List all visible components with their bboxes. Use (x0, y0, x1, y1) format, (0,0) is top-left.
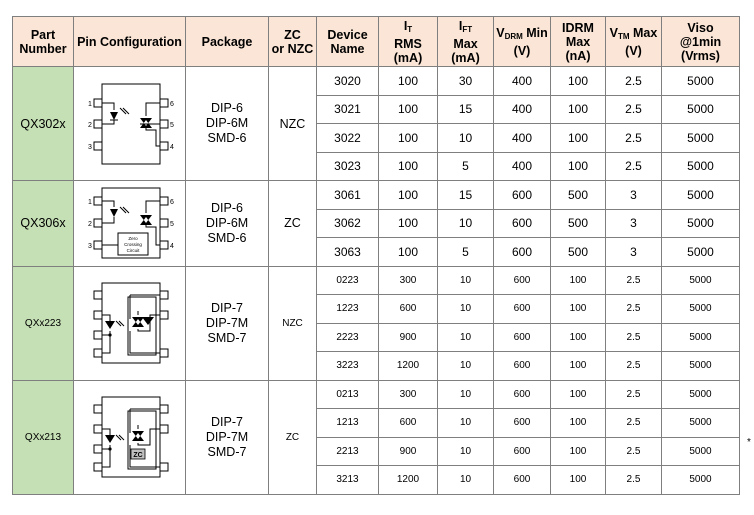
idrm-max-cell: 100 (551, 352, 606, 381)
it-rms-cell: 300 (379, 380, 438, 409)
it-rms-cell: 100 (379, 95, 438, 124)
it-rms-cell: 600 (379, 409, 438, 438)
zc-cell: ZC (269, 380, 317, 494)
svg-text:5: 5 (169, 121, 174, 129)
it-rms-cell: 900 (379, 323, 438, 352)
vtm-max-cell: 2.5 (606, 380, 662, 409)
package-cell: DIP-7 DIP-7M SMD-7 (186, 266, 269, 380)
svg-text:2: 2 (87, 121, 92, 129)
vtm-max-cell: 2.5 (606, 67, 662, 96)
svg-text:1: 1 (87, 100, 92, 108)
header-ift-max: $I_{FT}$ Max (mA) (438, 17, 494, 67)
device-name-cell: 3023 (317, 152, 379, 181)
svg-text:5: 5 (169, 221, 174, 229)
idrm-max-cell: 100 (551, 380, 606, 409)
viso-cell: 5000 (662, 124, 740, 153)
viso-cell: 5000 (662, 323, 740, 352)
vtm-max-cell: 2.5 (606, 95, 662, 124)
ift-max-cell: 10 (438, 124, 494, 153)
vtm-max-cell: 3 (606, 181, 662, 210)
table-row (13, 380, 740, 409)
svg-text:3: 3 (87, 143, 92, 151)
viso-cell: 5000 (662, 352, 740, 381)
device-name-cell: 0213 (317, 380, 379, 409)
part-number-cell: QX302x (13, 67, 74, 181)
idrm-max-cell: 500 (551, 181, 606, 210)
package-cell: DIP-6 DIP-6M SMD-6 (186, 181, 269, 267)
header-viso: Viso @1min (Vrms) (662, 17, 740, 67)
table-row (13, 266, 740, 295)
viso-cell: 5000 (662, 238, 740, 267)
ift-max-cell: 15 (438, 181, 494, 210)
vdrm-min-cell: 600 (494, 209, 551, 238)
device-name-cell: 1223 (317, 295, 379, 324)
vdrm-min-cell: 400 (494, 152, 551, 181)
device-name-cell: 3223 (317, 352, 379, 381)
footnote-mark: * (747, 437, 751, 448)
viso-cell: 5000 (662, 209, 740, 238)
device-name-cell: 3020 (317, 67, 379, 96)
header-row (13, 17, 740, 67)
it-rms-cell: 100 (379, 181, 438, 210)
dip7-phototriac-zc-icon (80, 385, 180, 489)
idrm-max-cell: 100 (551, 409, 606, 438)
viso-cell: 5000 (662, 466, 740, 495)
viso-cell: 5000 (662, 95, 740, 124)
package-cell: DIP-6 DIP-6M SMD-6 (186, 67, 269, 181)
vdrm-min-cell: 600 (494, 181, 551, 210)
vdrm-min-cell: 600 (494, 466, 551, 495)
header-it-rms: $I_T$ RMS (mA) (379, 17, 438, 67)
dip6-phototriac-zc-icon (80, 183, 180, 263)
vtm-max-cell: 2.5 (606, 295, 662, 324)
pin-configuration-cell (74, 181, 186, 267)
table-row (13, 67, 740, 96)
pin-configuration-cell (74, 266, 186, 380)
vtm-max-cell: 2.5 (606, 409, 662, 438)
vtm-max-cell: 2.5 (606, 266, 662, 295)
viso-cell: 5000 (662, 437, 740, 466)
ift-max-cell: 15 (438, 95, 494, 124)
vtm-max-cell: 2.5 (606, 124, 662, 153)
header-pin-configuration: Pin Configuration (74, 17, 186, 67)
it-rms-cell: 100 (379, 124, 438, 153)
viso-cell: 5000 (662, 295, 740, 324)
viso-cell: 5000 (662, 266, 740, 295)
idrm-max-cell: 500 (551, 209, 606, 238)
device-name-cell: 0223 (317, 266, 379, 295)
it-rms-cell: 100 (379, 209, 438, 238)
vtm-max-cell: 2.5 (606, 437, 662, 466)
vdrm-min-cell: 600 (494, 238, 551, 267)
idrm-max-cell: 100 (551, 152, 606, 181)
zc-cell: ZC (269, 181, 317, 267)
idrm-max-cell: 100 (551, 95, 606, 124)
idrm-max-cell: 100 (551, 266, 606, 295)
device-name-cell: 3021 (317, 95, 379, 124)
viso-cell: 5000 (662, 67, 740, 96)
svg-text:6: 6 (169, 199, 174, 207)
ift-max-cell: 10 (438, 352, 494, 381)
it-rms-cell: 900 (379, 437, 438, 466)
ift-max-cell: 10 (438, 437, 494, 466)
svg-text:2: 2 (87, 221, 92, 229)
vdrm-min-cell: 600 (494, 266, 551, 295)
vdrm-min-cell: 400 (494, 67, 551, 96)
ift-max-cell: 10 (438, 409, 494, 438)
table-row (13, 181, 740, 210)
ift-max-cell: 10 (438, 209, 494, 238)
header-part-number: Part Number (13, 17, 74, 67)
idrm-max-cell: 100 (551, 67, 606, 96)
vdrm-min-cell: 600 (494, 380, 551, 409)
device-name-cell: 2213 (317, 437, 379, 466)
it-rms-cell: 600 (379, 295, 438, 324)
ift-max-cell: 10 (438, 323, 494, 352)
vdrm-min-cell: 600 (494, 437, 551, 466)
ift-max-cell: 10 (438, 380, 494, 409)
svg-text:Circuit: Circuit (126, 248, 139, 254)
svg-text:4: 4 (169, 243, 174, 251)
svg-text:1: 1 (87, 199, 92, 207)
idrm-max-cell: 100 (551, 323, 606, 352)
it-rms-cell: 1200 (379, 352, 438, 381)
ift-max-cell: 5 (438, 152, 494, 181)
ift-max-cell: 30 (438, 67, 494, 96)
svg-text:3: 3 (87, 243, 92, 251)
viso-cell: 5000 (662, 152, 740, 181)
vdrm-min-cell: 400 (494, 124, 551, 153)
device-name-cell: 3022 (317, 124, 379, 153)
idrm-max-cell: 500 (551, 238, 606, 267)
vtm-max-cell: 2.5 (606, 352, 662, 381)
ift-max-cell: 10 (438, 266, 494, 295)
zc-cell: NZC (269, 67, 317, 181)
svg-text:6: 6 (169, 100, 174, 108)
it-rms-cell: 100 (379, 67, 438, 96)
device-name-cell: 1213 (317, 409, 379, 438)
svg-text:4: 4 (169, 143, 174, 151)
viso-cell: 5000 (662, 409, 740, 438)
idrm-max-cell: 100 (551, 437, 606, 466)
device-name-cell: 3213 (317, 466, 379, 495)
svg-text:Crossing: Crossing (123, 242, 142, 248)
part-number-cell: QXx213 (13, 380, 74, 494)
device-name-cell: 3063 (317, 238, 379, 267)
dip7-phototriac-nzc-icon (80, 271, 180, 375)
idrm-max-cell: 100 (551, 466, 606, 495)
vdrm-min-cell: 600 (494, 409, 551, 438)
it-rms-cell: 100 (379, 152, 438, 181)
header-vtm-max: $V_{TM}$ Max (V) (606, 17, 662, 67)
vtm-max-cell: 3 (606, 209, 662, 238)
vtm-max-cell: 2.5 (606, 323, 662, 352)
vtm-max-cell: 2.5 (606, 466, 662, 495)
pin-configuration-cell (74, 380, 186, 494)
header-device-name: Device Name (317, 17, 379, 67)
device-name-cell: 3062 (317, 209, 379, 238)
part-number-cell: QXx223 (13, 266, 74, 380)
viso-cell: 5000 (662, 380, 740, 409)
zc-cell: NZC (269, 266, 317, 380)
vdrm-min-cell: 600 (494, 323, 551, 352)
device-name-cell: 3061 (317, 181, 379, 210)
svg-text:ZC: ZC (132, 452, 143, 459)
dip6-phototriac-nzc-icon (80, 72, 180, 176)
it-rms-cell: 100 (379, 238, 438, 267)
pin-configuration-cell (74, 67, 186, 181)
vdrm-min-cell: 600 (494, 352, 551, 381)
header-vdrm-min: $V_{DRM}$ Min (V) (494, 17, 551, 67)
part-number-cell: QX306x (13, 181, 74, 267)
it-rms-cell: 1200 (379, 466, 438, 495)
ift-max-cell: 10 (438, 295, 494, 324)
header-zc: ZC or NZC (269, 17, 317, 67)
vtm-max-cell: 2.5 (606, 152, 662, 181)
device-name-cell: 2223 (317, 323, 379, 352)
ift-max-cell: 10 (438, 466, 494, 495)
optotriac-selection-table (12, 16, 740, 495)
ift-max-cell: 5 (438, 238, 494, 267)
header-package: Package (186, 17, 269, 67)
vdrm-min-cell: 400 (494, 95, 551, 124)
it-rms-cell: 300 (379, 266, 438, 295)
viso-cell: 5000 (662, 181, 740, 210)
idrm-max-cell: 100 (551, 295, 606, 324)
idrm-max-cell: 100 (551, 124, 606, 153)
package-cell: DIP-7 DIP-7M SMD-7 (186, 380, 269, 494)
vdrm-min-cell: 600 (494, 295, 551, 324)
vtm-max-cell: 3 (606, 238, 662, 267)
header-idrm-max: IDRM Max (nA) (551, 17, 606, 67)
svg-text:Zero: Zero (127, 236, 138, 242)
